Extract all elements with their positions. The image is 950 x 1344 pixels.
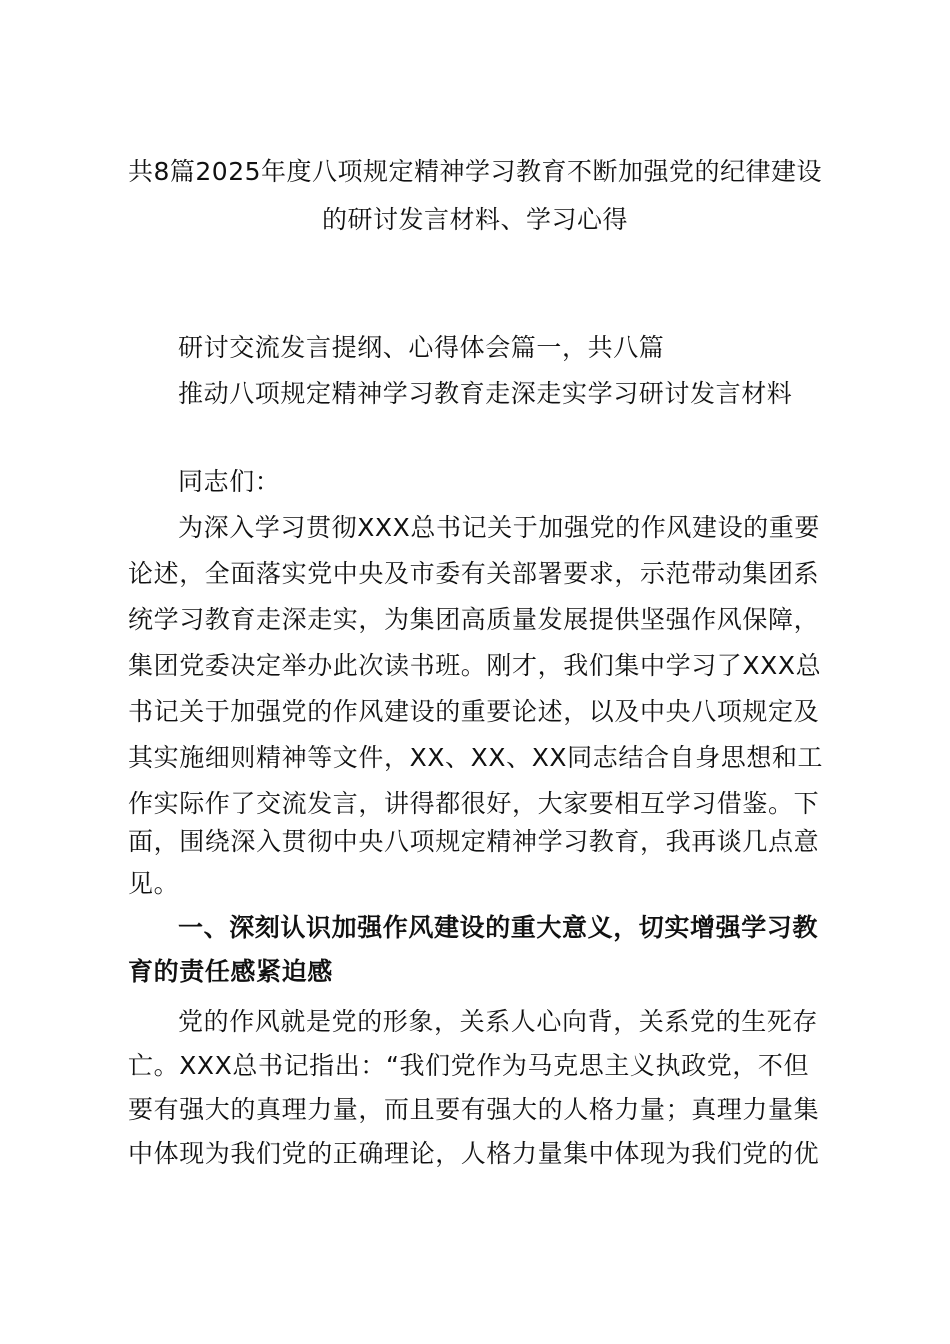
paragraph-1-line: 集团党委决定举办此次读书班。刚才，我们集中学习了XXX总 (128, 651, 822, 680)
paragraph-1-line: 论述，全面落实党中央及市委有关部署要求，示范带动集团系 (128, 559, 820, 588)
document-title-line-1: 共8篇2025年度八项规定精神学习教育不断加强党的纪律建设 (127, 157, 823, 186)
paragraph-1-line: 统学习教育走深走实，为集团高质量发展提供坚强作风保障， (128, 605, 820, 634)
paragraph-2-line: 中体现为我们党的正确理论，人格力量集中体现为我们党的优 (128, 1139, 820, 1168)
document-title-line-2: 的研讨发言材料、学习心得 (321, 205, 628, 234)
paragraph-1-line: 作实际作了交流发言，讲得都很好，大家要相互学习借鉴。下 (128, 789, 820, 818)
section-heading-1: 一、深刻认识加强作风建设的重大意义，切实增强学习教 (178, 913, 819, 942)
paragraph-1-line: 见。 (128, 869, 180, 898)
paragraph-2-line: 要有强大的真理力量，而且要有强大的人格力量；真理力量集 (128, 1095, 820, 1124)
paragraph-1-line: 面，围绕深入贯彻中央八项规定精神学习教育，我再谈几点意 (128, 827, 820, 856)
subtitle: 研讨交流发言提纲、心得体会篇一，共八篇 (178, 333, 665, 362)
section-heading-1-cont: 育的责任感紧迫感 (128, 957, 333, 986)
paragraph-1-line: 其实施细则精神等文件，XX、XX、XX同志结合自身思想和工 (128, 743, 824, 772)
paragraph-1-line: 书记关于加强党的作风建设的重要论述，以及中央八项规定及 (128, 697, 820, 726)
salutation: 同志们： (178, 467, 281, 496)
paragraph-2-line: 亡。XXX总书记指出：“我们党作为马克思主义执政党，不但 (128, 1051, 810, 1080)
paragraph-2-line: 党的作风就是党的形象，关系人心向背，关系党的生死存 (178, 1007, 819, 1036)
paragraph-1-line: 为深入学习贯彻XXX总书记关于加强党的作风建设的重要 (178, 513, 820, 542)
article-title: 推动八项规定精神学习教育走深走实学习研讨发言材料 (178, 379, 793, 408)
